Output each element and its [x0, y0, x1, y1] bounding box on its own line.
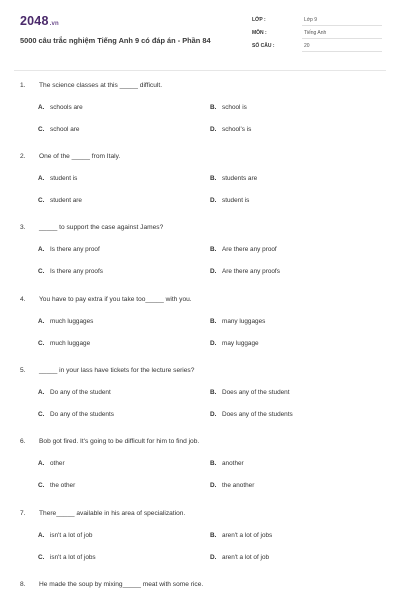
- option-text: students are: [222, 175, 258, 182]
- option-letter: C.: [38, 482, 45, 489]
- option-text: isn't a lot of job: [50, 532, 93, 539]
- option-letter: C.: [38, 268, 45, 275]
- option-text: Do any of the student: [50, 389, 111, 396]
- answer-option[interactable]: [38, 482, 75, 489]
- option-text: many luggages: [222, 318, 266, 325]
- option-text: aren't a lot of jobs: [222, 532, 273, 539]
- question-number: 5.: [20, 367, 26, 374]
- option-letter: D.: [210, 554, 217, 561]
- option-text: the other: [50, 482, 76, 489]
- option-letter: B.: [210, 389, 217, 396]
- option-text: isn't a lot of jobs: [50, 554, 96, 561]
- option-text: Does any of the students: [222, 411, 293, 418]
- option-letter: A.: [38, 460, 45, 467]
- option-letter: D.: [210, 268, 217, 275]
- answer-option[interactable]: [38, 175, 77, 182]
- answer-option[interactable]: [210, 175, 257, 182]
- option-letter: C.: [38, 411, 45, 418]
- question-stem: The science classes at this _____ difficult.: [39, 82, 163, 89]
- option-text: Is there any proof: [50, 246, 100, 253]
- answer-option[interactable]: [210, 532, 272, 539]
- option-text: student is: [222, 197, 250, 204]
- option-letter: B.: [210, 104, 217, 111]
- document-title: 5000 câu trắc nghiệm Tiếng Anh 9 có đáp án - Phần 84: [20, 36, 211, 45]
- option-text: Do any of the students: [50, 411, 114, 418]
- meta-question-count: SỐ CÂU : 20: [252, 40, 382, 53]
- answer-option[interactable]: [210, 389, 290, 396]
- option-text: much luggage: [50, 340, 91, 347]
- option-letter: C.: [38, 197, 45, 204]
- question-stem: You have to pay extra if you take too_____ with you.: [39, 296, 192, 303]
- option-letter: D.: [210, 340, 217, 347]
- answer-option[interactable]: [210, 482, 254, 489]
- answer-option[interactable]: [38, 126, 80, 133]
- option-text: Is there any proofs: [50, 268, 103, 275]
- answer-option[interactable]: [210, 411, 293, 418]
- option-letter: A.: [38, 104, 45, 111]
- option-letter: D.: [210, 197, 217, 204]
- answer-option[interactable]: [38, 532, 92, 539]
- option-letter: D.: [210, 126, 217, 133]
- answer-option[interactable]: [210, 268, 280, 275]
- answer-option[interactable]: [210, 246, 277, 253]
- answer-option[interactable]: [210, 197, 249, 204]
- option-letter: B.: [210, 246, 217, 253]
- question-number: 4.: [20, 296, 26, 303]
- question-stem: _____ in your lass have tickets for the lecture series?: [39, 367, 195, 374]
- answer-option[interactable]: [38, 268, 103, 275]
- answer-option[interactable]: [38, 246, 100, 253]
- question-number: 6.: [20, 438, 26, 445]
- option-text: aren't a lot of job: [222, 554, 270, 561]
- answer-option[interactable]: [210, 460, 244, 467]
- answer-option[interactable]: [38, 389, 111, 396]
- answer-option[interactable]: [38, 197, 82, 204]
- site-logo[interactable]: 2048.vn: [20, 14, 59, 28]
- header-divider: [14, 70, 386, 71]
- option-letter: B.: [210, 532, 217, 539]
- answer-option[interactable]: [38, 104, 83, 111]
- option-letter: B.: [210, 460, 217, 467]
- option-text: school are: [50, 126, 80, 133]
- option-letter: B.: [210, 318, 217, 325]
- option-text: may luggage: [222, 340, 259, 347]
- option-letter: C.: [38, 126, 45, 133]
- answer-option[interactable]: [210, 318, 265, 325]
- answer-option[interactable]: [210, 126, 251, 133]
- meta-subject: MÔN : Tiếng Anh: [252, 27, 382, 40]
- answer-option[interactable]: [38, 411, 114, 418]
- option-text: school is: [222, 104, 247, 111]
- option-letter: C.: [38, 340, 45, 347]
- option-text: much luggages: [50, 318, 94, 325]
- option-letter: D.: [210, 411, 217, 418]
- option-letter: A.: [38, 389, 45, 396]
- question-number: 2.: [20, 153, 26, 160]
- answer-option[interactable]: [38, 554, 96, 561]
- option-text: Are there any proofs: [222, 268, 280, 275]
- option-text: Does any of the student: [222, 389, 290, 396]
- question-stem: _____ to support the case against James?: [39, 224, 164, 231]
- answer-option[interactable]: [38, 460, 65, 467]
- question-number: 7.: [20, 510, 26, 517]
- option-letter: A.: [38, 246, 45, 253]
- question-number: 1.: [20, 82, 26, 89]
- question-stem: He made the soup by mixing_____ meat with some rice.: [39, 581, 204, 588]
- answer-option[interactable]: [38, 318, 93, 325]
- answer-option[interactable]: [38, 340, 90, 347]
- option-letter: A.: [38, 318, 45, 325]
- option-letter: D.: [210, 482, 217, 489]
- question-number: 8.: [20, 581, 26, 588]
- option-letter: A.: [38, 532, 45, 539]
- option-text: student are: [50, 197, 82, 204]
- question-number: 3.: [20, 224, 26, 231]
- option-text: other: [50, 460, 65, 467]
- question-stem: One of the _____ from Italy.: [39, 153, 121, 160]
- answer-option[interactable]: [210, 104, 247, 111]
- page-header: [20, 14, 380, 64]
- option-text: the another: [222, 482, 255, 489]
- answer-option[interactable]: [210, 554, 269, 561]
- option-letter: B.: [210, 175, 217, 182]
- option-letter: A.: [38, 175, 45, 182]
- option-text: student is: [50, 175, 78, 182]
- option-text: Are there any proof: [222, 246, 277, 253]
- option-text: another: [222, 460, 244, 467]
- meta-box: [252, 14, 382, 53]
- answer-option[interactable]: [210, 340, 259, 347]
- question-stem: There_____ available in his area of specialization.: [39, 510, 186, 517]
- question-stem: Bob got fired. It's going to be difficult for him to find job.: [39, 438, 200, 445]
- meta-class: LỚP : Lớp 9: [252, 14, 382, 27]
- option-text: school's is: [222, 126, 252, 133]
- option-letter: C.: [38, 554, 45, 561]
- option-text: schools are: [50, 104, 83, 111]
